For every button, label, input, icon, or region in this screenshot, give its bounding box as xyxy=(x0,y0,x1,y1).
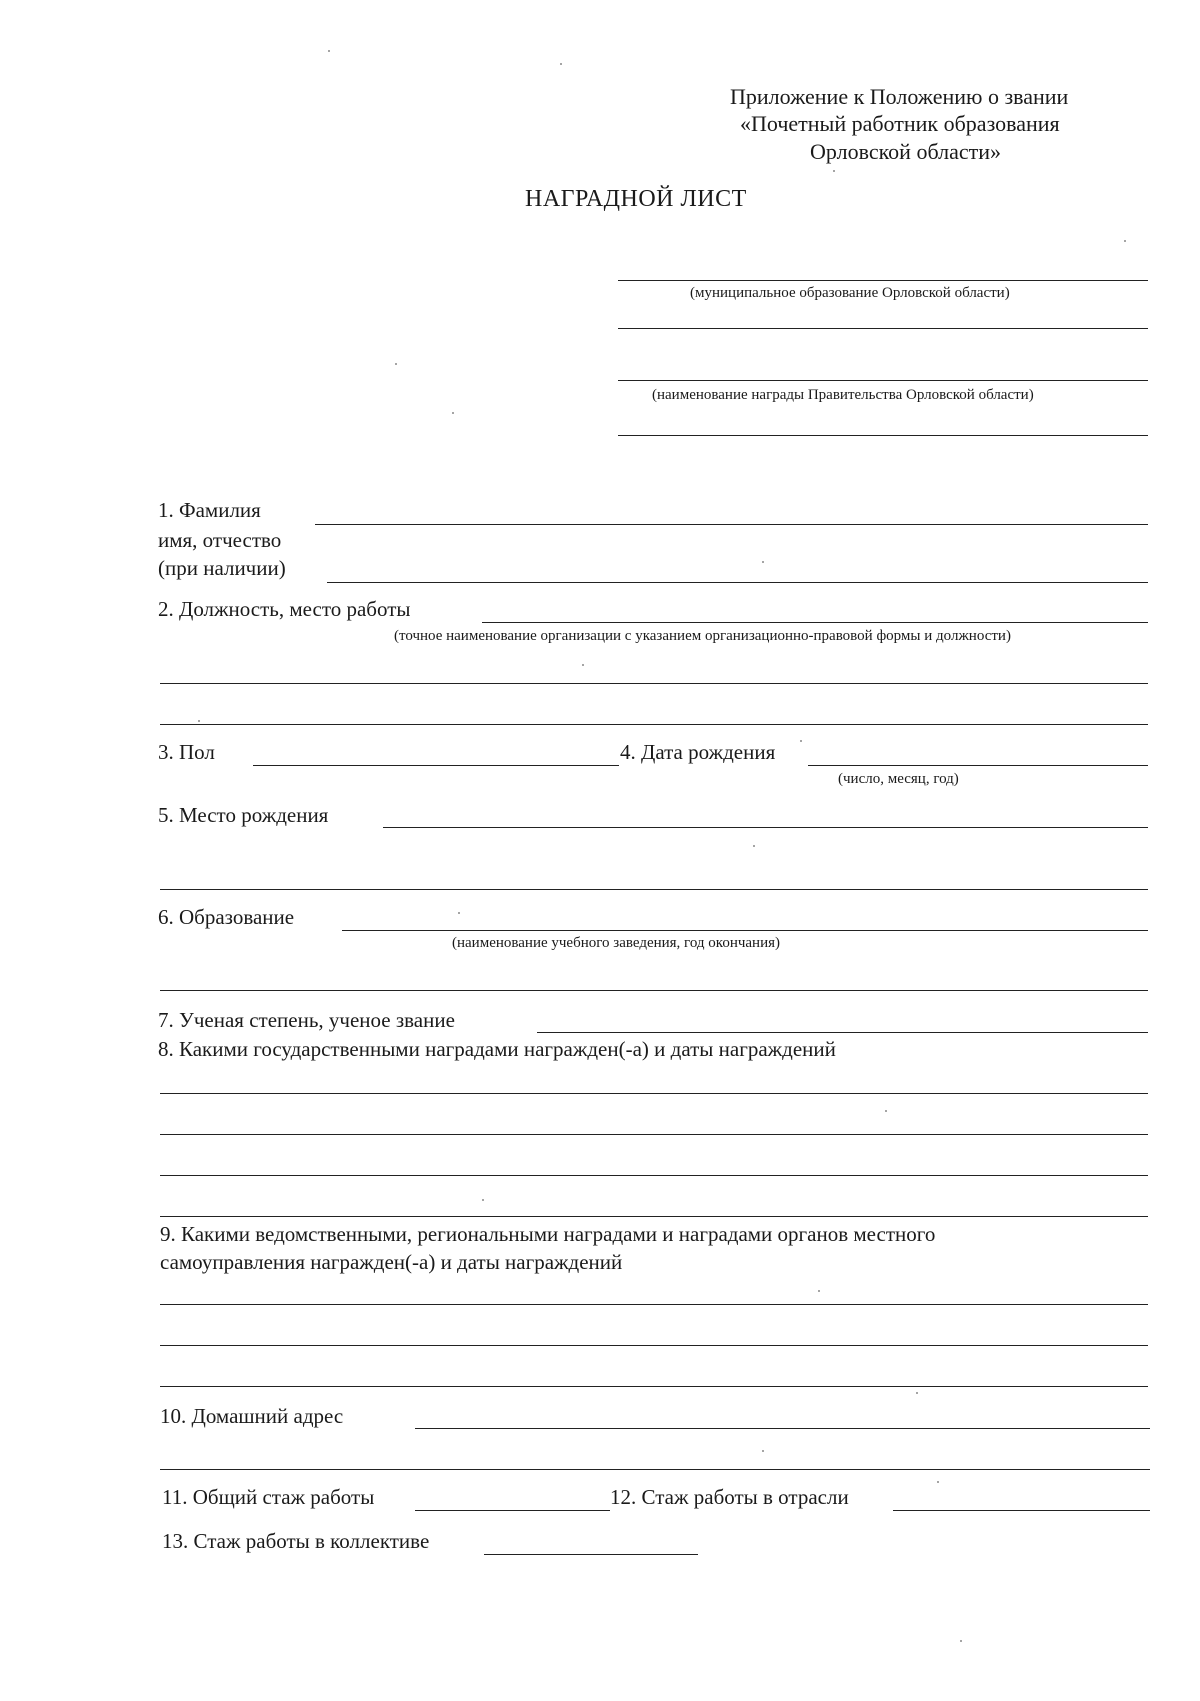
education-line-2[interactable] xyxy=(160,990,1148,991)
home-address-line-2[interactable] xyxy=(160,1469,1150,1470)
header-line-3: Орловской области» xyxy=(810,139,1001,164)
scan-speck xyxy=(1124,240,1126,242)
sex-line[interactable] xyxy=(253,765,619,766)
municipality-line[interactable] xyxy=(618,280,1148,281)
scan-speck xyxy=(560,63,562,65)
position-line-2[interactable] xyxy=(160,683,1148,684)
scan-speck xyxy=(328,50,330,52)
award-name-line-2[interactable] xyxy=(618,435,1148,436)
state-awards-line-3[interactable] xyxy=(160,1175,1148,1176)
field-total-experience-label: 11. Общий стаж работы xyxy=(162,1485,375,1509)
field-position-label: 2. Должность, место работы xyxy=(158,597,411,621)
field-regional-awards-label-1: 9. Какими ведомственными, региональными наградами и наградами органов местного xyxy=(160,1222,936,1246)
scan-speck xyxy=(818,1290,820,1292)
scan-speck xyxy=(800,740,802,742)
regional-awards-line-1[interactable] xyxy=(160,1304,1148,1305)
award-name-caption: (наименование награды Правительства Орловской области) xyxy=(652,387,1034,403)
field-patronymic-label: (при наличии) xyxy=(158,556,286,580)
header-line-1: Приложение к Положению о звании xyxy=(730,84,1069,109)
regional-awards-line-3[interactable] xyxy=(160,1386,1148,1387)
field-name-label: имя, отчество xyxy=(158,528,282,552)
scan-speck xyxy=(198,720,200,722)
position-line[interactable] xyxy=(482,622,1148,623)
award-name-line[interactable] xyxy=(618,380,1148,381)
field-regional-awards-label-2: самоуправления награжден(-а) и даты награждений xyxy=(160,1250,623,1274)
field-home-address-label: 10. Домашний адрес xyxy=(160,1404,344,1428)
field-birth-place-label: 5. Место рождения xyxy=(158,803,329,827)
state-awards-line-2[interactable] xyxy=(160,1134,1148,1135)
state-awards-line-1[interactable] xyxy=(160,1093,1148,1094)
education-line[interactable] xyxy=(342,930,1148,931)
field-industry-experience-label: 12. Стаж работы в отрасли xyxy=(610,1485,849,1509)
field-birth-date-label: 4. Дата рождения xyxy=(620,740,776,764)
scan-speck xyxy=(960,1640,962,1642)
scan-speck xyxy=(482,1199,484,1201)
scan-speck xyxy=(452,412,454,414)
team-experience-line[interactable] xyxy=(484,1554,698,1555)
industry-experience-line[interactable] xyxy=(893,1510,1150,1511)
scan-speck xyxy=(762,1450,764,1452)
scan-speck xyxy=(937,1481,939,1483)
scan-speck xyxy=(762,561,764,563)
scan-speck xyxy=(753,845,755,847)
field-team-experience-label: 13. Стаж работы в коллективе xyxy=(162,1529,430,1553)
scan-speck xyxy=(885,1110,887,1112)
total-experience-line[interactable] xyxy=(415,1510,610,1511)
org-name-caption: (точное наименование организации с указанием организационно-правовой формы и должности) xyxy=(394,628,1011,644)
field-state-awards-label: 8. Какими государственными наградами награжден(-а) и даты награждений xyxy=(158,1037,836,1061)
field-sex-label: 3. Пол xyxy=(158,740,215,764)
field-surname-label: 1. Фамилия xyxy=(158,498,261,522)
regional-awards-line-2[interactable] xyxy=(160,1345,1148,1346)
scan-speck xyxy=(395,363,397,365)
birth-place-line[interactable] xyxy=(383,827,1148,828)
scan-speck xyxy=(458,912,460,914)
municipality-caption: (муниципальное образование Орловской области) xyxy=(690,285,1010,301)
home-address-line[interactable] xyxy=(415,1428,1150,1429)
degree-line[interactable] xyxy=(537,1032,1148,1033)
education-caption: (наименование учебного заведения, год окончания) xyxy=(452,935,780,951)
municipality-line-2[interactable] xyxy=(618,328,1148,329)
state-awards-line-4[interactable] xyxy=(160,1216,1148,1217)
birth-date-caption: (число, месяц, год) xyxy=(838,771,959,787)
document-title: НАГРАДНОЙ ЛИСТ xyxy=(525,186,747,212)
scan-speck xyxy=(916,1392,918,1394)
birth-date-line[interactable] xyxy=(808,765,1148,766)
position-line-3[interactable] xyxy=(160,724,1148,725)
surname-line[interactable] xyxy=(315,524,1148,525)
scan-speck xyxy=(833,170,835,172)
header-line-2: «Почетный работник образования xyxy=(740,111,1060,136)
field-degree-label: 7. Ученая степень, ученое звание xyxy=(158,1008,455,1032)
name-patronymic-line[interactable] xyxy=(327,582,1148,583)
field-education-label: 6. Образование xyxy=(158,905,295,929)
scan-speck xyxy=(582,664,584,666)
birth-place-line-2[interactable] xyxy=(160,889,1148,890)
